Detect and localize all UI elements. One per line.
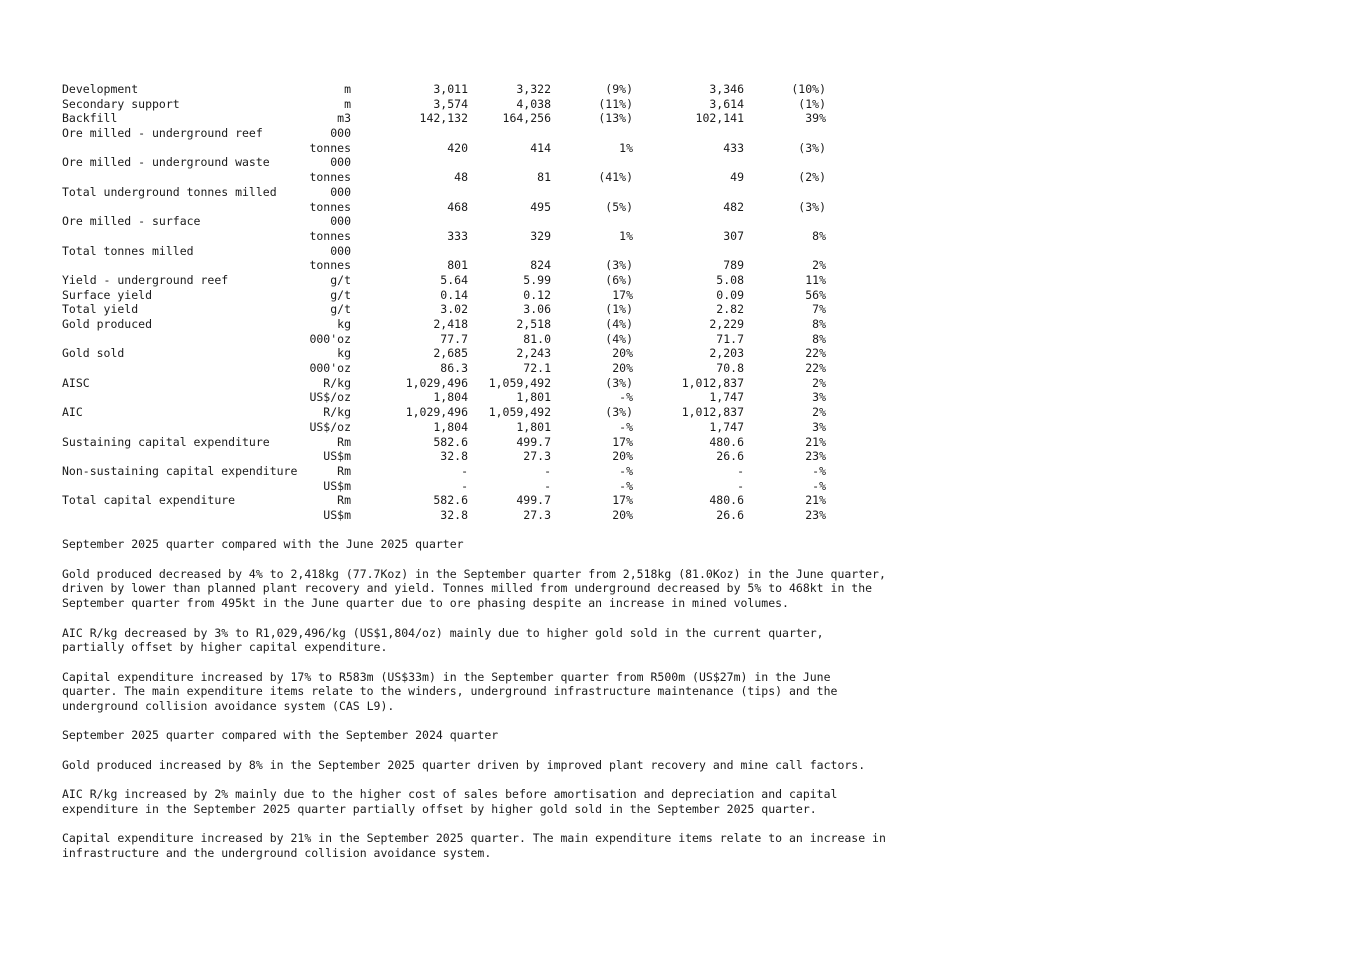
row-unit: US$m: [323, 507, 351, 522]
row-unit: tonnes: [309, 140, 351, 155]
table-row: [62, 376, 962, 391]
change-vs-prior-quarter: -%: [619, 478, 633, 493]
row-unit: R/kg: [323, 375, 351, 390]
value-prior-quarter: 1,801: [516, 390, 551, 405]
value-prior-year-quarter: 70.8: [716, 361, 744, 376]
value-current-quarter: 1,804: [433, 390, 468, 405]
row-label: Non-sustaining capital expenditure: [62, 463, 298, 478]
value-prior-quarter: -: [544, 478, 551, 493]
row-label: Yield - underground reef: [62, 272, 229, 287]
row-label: AISC: [62, 375, 90, 390]
table-row: [62, 111, 962, 126]
value-prior-year-quarter: 49: [730, 170, 744, 185]
change-vs-prior-quarter: (1%): [605, 302, 633, 317]
change-vs-prior-quarter: 20%: [612, 361, 633, 376]
value-prior-year-quarter: 1,012,837: [681, 405, 744, 420]
change-vs-prior-year: -%: [812, 478, 826, 493]
value-current-quarter: 3,574: [433, 96, 468, 111]
paragraph-aic-yoy: AIC R/kg increased by 2% mainly due to the higher cost of sales before amortisation and depreciation and capital expenditure in the September 2025 quarter partially offset by higher gold sold in the September 2025 quarter.: [62, 787, 838, 816]
change-vs-prior-quarter: (3%): [605, 375, 633, 390]
value-prior-quarter: 1,801: [516, 419, 551, 434]
value-current-quarter: 142,132: [419, 111, 468, 126]
section-heading-quarter-on-quarter: September 2025 quarter compared with the June 2025 quarter: [62, 537, 464, 552]
value-current-quarter: 86.3: [440, 361, 468, 376]
value-prior-year-quarter: 26.6: [716, 507, 744, 522]
change-vs-prior-year: 21%: [805, 493, 826, 508]
value-prior-quarter: 2,243: [516, 346, 551, 361]
change-vs-prior-year: 56%: [805, 287, 826, 302]
table-row: [62, 508, 962, 523]
value-prior-quarter: 81.0: [523, 331, 551, 346]
change-vs-prior-year: (2%): [798, 170, 826, 185]
row-unit: kg: [337, 346, 351, 361]
change-vs-prior-quarter: -%: [619, 419, 633, 434]
change-vs-prior-quarter: (11%): [598, 96, 633, 111]
change-vs-prior-year: -%: [812, 463, 826, 478]
value-prior-year-quarter: 3,614: [709, 96, 744, 111]
paragraph-capex-qoq: Capital expenditure increased by 17% to R583m (US$33m) in the September quarter from R500m (US$27m) in the June quarter. The main expenditure items relate to the winders, underground infrastructure maintenance (tips) and the underground collision avoidance system (CAS L9).: [62, 669, 838, 713]
change-vs-prior-year: (3%): [798, 140, 826, 155]
value-prior-quarter: 0.12: [523, 287, 551, 302]
value-prior-year-quarter: 0.09: [716, 287, 744, 302]
value-prior-year-quarter: 71.7: [716, 331, 744, 346]
table-row: [62, 332, 962, 347]
table-row: [62, 493, 962, 508]
row-unit: tonnes: [309, 258, 351, 273]
value-current-quarter: 5.64: [440, 272, 468, 287]
row-label: Sustaining capital expenditure: [62, 434, 270, 449]
value-prior-quarter: 81: [537, 170, 551, 185]
spacer: [62, 772, 962, 787]
value-current-quarter: 3,011: [433, 82, 468, 96]
row-unit: 000: [330, 214, 351, 229]
row-label: Total yield: [62, 302, 139, 317]
change-vs-prior-year: 3%: [812, 419, 826, 434]
change-vs-prior-quarter: 17%: [612, 434, 633, 449]
row-label: Ore milled - surface: [62, 214, 201, 229]
row-unit: 000: [330, 126, 351, 141]
value-prior-year-quarter: 789: [723, 258, 744, 273]
value-prior-year-quarter: 480.6: [709, 493, 744, 508]
spacer: [62, 611, 962, 626]
row-unit: tonnes: [309, 199, 351, 214]
change-vs-prior-year: 11%: [805, 272, 826, 287]
change-vs-prior-quarter: 17%: [612, 493, 633, 508]
row-unit: 000: [330, 184, 351, 199]
spacer: [62, 743, 962, 758]
row-label: Gold produced: [62, 317, 153, 331]
operating-statistics-table: [62, 82, 962, 523]
table-row: [62, 405, 962, 420]
table-row: [62, 288, 962, 303]
row-unit: tonnes: [309, 228, 351, 243]
value-prior-year-quarter: 433: [723, 140, 744, 155]
paragraph-gold-produced-yoy: Gold produced increased by 8% in the September 2025 quarter driven by improved plant recovery and mine call factors.: [62, 757, 866, 772]
change-vs-prior-year: 23%: [805, 449, 826, 464]
value-current-quarter: 77.7: [440, 331, 468, 346]
value-current-quarter: -: [461, 463, 468, 478]
change-vs-prior-year: 8%: [812, 331, 826, 346]
spacer: [62, 714, 962, 729]
table-row: [62, 449, 962, 464]
value-current-quarter: 48: [454, 170, 468, 185]
value-current-quarter: 2,418: [433, 317, 468, 331]
change-vs-prior-year: 39%: [805, 111, 826, 126]
value-prior-quarter: 495: [530, 199, 551, 214]
row-unit: Rm: [337, 493, 351, 508]
row-unit: US$/oz: [309, 390, 351, 405]
value-prior-year-quarter: 102,141: [695, 111, 744, 126]
row-label: Backfill: [62, 111, 118, 126]
row-unit: kg: [337, 317, 351, 331]
value-prior-quarter: 4,038: [516, 96, 551, 111]
change-vs-prior-quarter: (5%): [605, 199, 633, 214]
row-label: Gold sold: [62, 346, 125, 361]
paragraph-capex-yoy: Capital expenditure increased by 21% in the September 2025 quarter. The main expenditure items relate to an increase in infrastructure and the underground collision avoidance system.: [62, 831, 886, 860]
value-current-quarter: 32.8: [440, 449, 468, 464]
table-row: [62, 390, 962, 405]
change-vs-prior-quarter: (4%): [605, 317, 633, 331]
table-row: [62, 302, 962, 317]
table-row: [62, 346, 962, 361]
table-row: [62, 185, 962, 200]
change-vs-prior-quarter: 1%: [619, 140, 633, 155]
change-vs-prior-quarter: (3%): [605, 258, 633, 273]
value-prior-year-quarter: 307: [723, 228, 744, 243]
row-unit: US$m: [323, 478, 351, 493]
row-label: Total underground tonnes milled: [62, 184, 277, 199]
value-prior-quarter: -: [544, 463, 551, 478]
change-vs-prior-quarter: 20%: [612, 449, 633, 464]
row-unit: 000: [330, 243, 351, 258]
row-label: Surface yield: [62, 287, 153, 302]
value-prior-quarter: 824: [530, 258, 551, 273]
value-current-quarter: 1,804: [433, 419, 468, 434]
value-prior-quarter: 3,322: [516, 82, 551, 96]
value-prior-quarter: 1,059,492: [488, 375, 551, 390]
change-vs-prior-year: 3%: [812, 390, 826, 405]
change-vs-prior-quarter: (3%): [605, 405, 633, 420]
value-prior-year-quarter: -: [737, 463, 744, 478]
spacer: [62, 655, 962, 670]
table-row: [62, 170, 962, 185]
row-unit: 000: [330, 155, 351, 170]
spacer: [62, 817, 962, 832]
change-vs-prior-quarter: -%: [619, 390, 633, 405]
table-row: [62, 82, 962, 97]
table-row: [62, 435, 962, 450]
value-prior-quarter: 3.06: [523, 302, 551, 317]
change-vs-prior-quarter: -%: [619, 463, 633, 478]
table-row: [62, 200, 962, 215]
row-unit: Rm: [337, 434, 351, 449]
value-prior-quarter: 499.7: [516, 493, 551, 508]
value-prior-year-quarter: 480.6: [709, 434, 744, 449]
row-unit: Rm: [337, 463, 351, 478]
row-label: Development: [62, 82, 139, 96]
change-vs-prior-year: 8%: [812, 228, 826, 243]
value-prior-year-quarter: 5.08: [716, 272, 744, 287]
change-vs-prior-quarter: (4%): [605, 331, 633, 346]
change-vs-prior-quarter: 20%: [612, 346, 633, 361]
value-prior-quarter: 27.3: [523, 449, 551, 464]
change-vs-prior-year: 22%: [805, 361, 826, 376]
row-label: Total tonnes milled: [62, 243, 194, 258]
section-heading-year-on-year: September 2025 quarter compared with the September 2024 quarter: [62, 728, 499, 743]
paragraph-gold-produced-qoq: Gold produced decreased by 4% to 2,418kg (77.7Koz) in the September quarter from 2,518kg (81.0Koz) in the June quarter, driven by lower than planned plant recovery and yield. Tonnes milled from underground decreased by 5% to 468kt in the September quarter from 495kt in the June quarter due to ore phasing despite an increase in mined volumes.: [62, 566, 886, 611]
value-prior-quarter: 27.3: [523, 507, 551, 522]
document-page: [62, 82, 962, 861]
row-label: Secondary support: [62, 96, 180, 111]
table-row: [62, 244, 962, 259]
value-current-quarter: 32.8: [440, 507, 468, 522]
row-unit: 000'oz: [309, 361, 351, 376]
table-row: [62, 464, 962, 479]
row-unit: m3: [337, 111, 351, 126]
value-prior-quarter: 72.1: [523, 361, 551, 376]
paragraph-aic-qoq: AIC R/kg decreased by 3% to R1,029,496/kg (US$1,804/oz) mainly due to higher gold sold in the current quarter, partially offset by higher capital expenditure.: [62, 625, 824, 655]
value-current-quarter: 468: [447, 199, 468, 214]
table-row: [62, 141, 962, 156]
change-vs-prior-year: 8%: [812, 317, 826, 331]
value-current-quarter: 3.02: [440, 302, 468, 317]
row-unit: g/t: [330, 302, 351, 317]
value-current-quarter: 420: [447, 140, 468, 155]
change-vs-prior-quarter: (9%): [605, 82, 633, 96]
value-prior-year-quarter: 3,346: [709, 82, 744, 96]
change-vs-prior-year: 22%: [805, 346, 826, 361]
table-row: [62, 155, 962, 170]
change-vs-prior-year: 2%: [812, 405, 826, 420]
value-current-quarter: 1,029,496: [405, 375, 468, 390]
value-prior-year-quarter: 1,012,837: [681, 375, 744, 390]
value-prior-quarter: 414: [530, 140, 551, 155]
value-prior-year-quarter: 2,203: [709, 346, 744, 361]
change-vs-prior-quarter: (41%): [598, 170, 633, 185]
value-prior-year-quarter: 1,747: [709, 390, 744, 405]
value-prior-quarter: 164,256: [502, 111, 551, 126]
change-vs-prior-year: 2%: [812, 375, 826, 390]
table-row: [62, 420, 962, 435]
change-vs-prior-quarter: 20%: [612, 507, 633, 522]
change-vs-prior-year: 2%: [812, 258, 826, 273]
value-prior-year-quarter: 482: [723, 199, 744, 214]
value-prior-quarter: 5.99: [523, 272, 551, 287]
value-prior-quarter: 499.7: [516, 434, 551, 449]
change-vs-prior-year: 23%: [805, 507, 826, 522]
value-current-quarter: 582.6: [433, 434, 468, 449]
value-current-quarter: 2,685: [433, 346, 468, 361]
row-label: Total capital expenditure: [62, 493, 236, 508]
value-current-quarter: -: [461, 478, 468, 493]
value-prior-year-quarter: 1,747: [709, 419, 744, 434]
value-prior-year-quarter: -: [737, 478, 744, 493]
value-prior-year-quarter: 26.6: [716, 449, 744, 464]
value-prior-quarter: 329: [530, 228, 551, 243]
change-vs-prior-year: (1%): [798, 96, 826, 111]
change-vs-prior-year: (10%): [791, 82, 826, 96]
spacer: [62, 552, 962, 567]
table-row: [62, 317, 962, 332]
change-vs-prior-quarter: (6%): [605, 272, 633, 287]
value-current-quarter: 801: [447, 258, 468, 273]
table-row: [62, 273, 962, 288]
value-prior-year-quarter: 2,229: [709, 317, 744, 331]
row-label: AIC: [62, 405, 83, 420]
value-current-quarter: 0.14: [440, 287, 468, 302]
table-row: [62, 479, 962, 494]
table-row: [62, 97, 962, 112]
row-unit: R/kg: [323, 405, 351, 420]
row-unit: m: [344, 82, 351, 96]
table-row: [62, 214, 962, 229]
change-vs-prior-year: (3%): [798, 199, 826, 214]
row-unit: g/t: [330, 272, 351, 287]
value-prior-quarter: 2,518: [516, 317, 551, 331]
table-row: [62, 126, 962, 141]
row-unit: m: [344, 96, 351, 111]
value-prior-year-quarter: 2.82: [716, 302, 744, 317]
table-row: [62, 229, 962, 244]
row-label: Ore milled - underground waste: [62, 155, 270, 170]
row-unit: US$m: [323, 449, 351, 464]
table-row: [62, 361, 962, 376]
row-unit: US$/oz: [309, 419, 351, 434]
change-vs-prior-year: 21%: [805, 434, 826, 449]
spacer: [62, 523, 962, 538]
change-vs-prior-year: 7%: [812, 302, 826, 317]
value-current-quarter: 1,029,496: [405, 405, 468, 420]
value-current-quarter: 582.6: [433, 493, 468, 508]
row-unit: g/t: [330, 287, 351, 302]
row-unit: 000'oz: [309, 331, 351, 346]
change-vs-prior-quarter: 17%: [612, 287, 633, 302]
value-prior-quarter: 1,059,492: [488, 405, 551, 420]
row-label: Ore milled - underground reef: [62, 126, 263, 141]
change-vs-prior-quarter: (13%): [598, 111, 633, 126]
row-unit: tonnes: [309, 170, 351, 185]
value-current-quarter: 333: [447, 228, 468, 243]
change-vs-prior-quarter: 1%: [619, 228, 633, 243]
table-row: [62, 258, 962, 273]
